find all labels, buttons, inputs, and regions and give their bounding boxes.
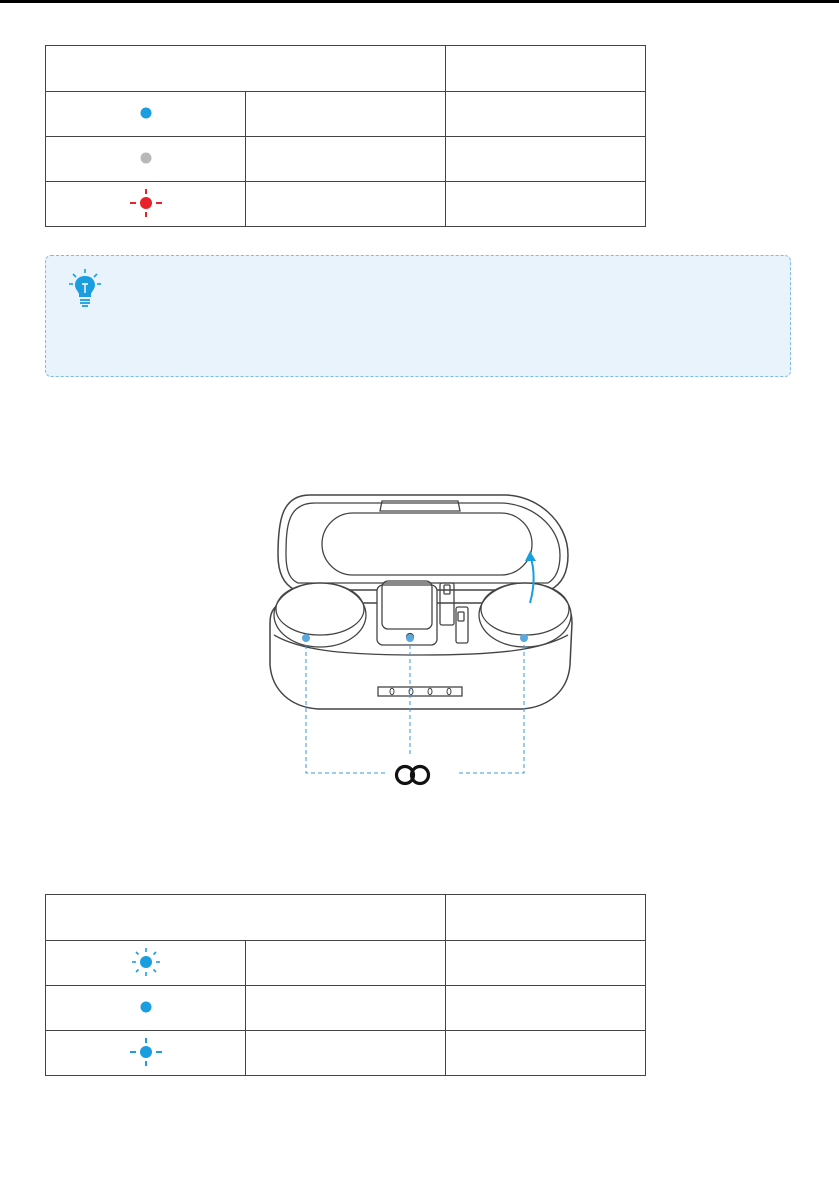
row-status xyxy=(246,92,446,137)
table-row xyxy=(46,986,646,1031)
flashing-red-dot-icon xyxy=(46,182,246,227)
row-meaning xyxy=(446,92,646,137)
table-row xyxy=(46,137,646,182)
table-row xyxy=(46,1031,646,1076)
header-meaning xyxy=(446,46,646,92)
header-status xyxy=(46,895,446,941)
top-rule xyxy=(0,0,839,3)
link-pairing-icon xyxy=(397,767,429,784)
row-meaning xyxy=(446,986,646,1031)
row-meaning xyxy=(446,941,646,986)
row-status xyxy=(246,986,446,1031)
row-status xyxy=(246,941,446,986)
fast-flashing-blue-dot-icon xyxy=(46,1031,246,1076)
row-status xyxy=(246,1031,446,1076)
power-indicator-table xyxy=(45,45,646,227)
header-status xyxy=(46,46,446,92)
table-row xyxy=(46,182,646,227)
row-meaning xyxy=(446,182,646,227)
header-meaning xyxy=(446,895,646,941)
solid-blue-dot-icon xyxy=(46,986,246,1031)
row-meaning xyxy=(446,137,646,182)
row-meaning xyxy=(446,1031,646,1076)
table-row xyxy=(46,92,646,137)
row-status xyxy=(246,182,446,227)
solid-blue-dot-icon xyxy=(46,92,246,137)
table-header-row xyxy=(46,895,646,941)
lightbulb-icon xyxy=(68,268,102,315)
tip-box xyxy=(45,255,791,377)
table-row xyxy=(46,941,646,986)
pairing-indicator-table xyxy=(45,894,646,1076)
charging-case-figure xyxy=(260,485,580,795)
table-header-row xyxy=(46,46,646,92)
solid-gray-dot-icon xyxy=(46,137,246,182)
slow-flashing-blue-dot-icon xyxy=(46,941,246,986)
row-status xyxy=(246,137,446,182)
